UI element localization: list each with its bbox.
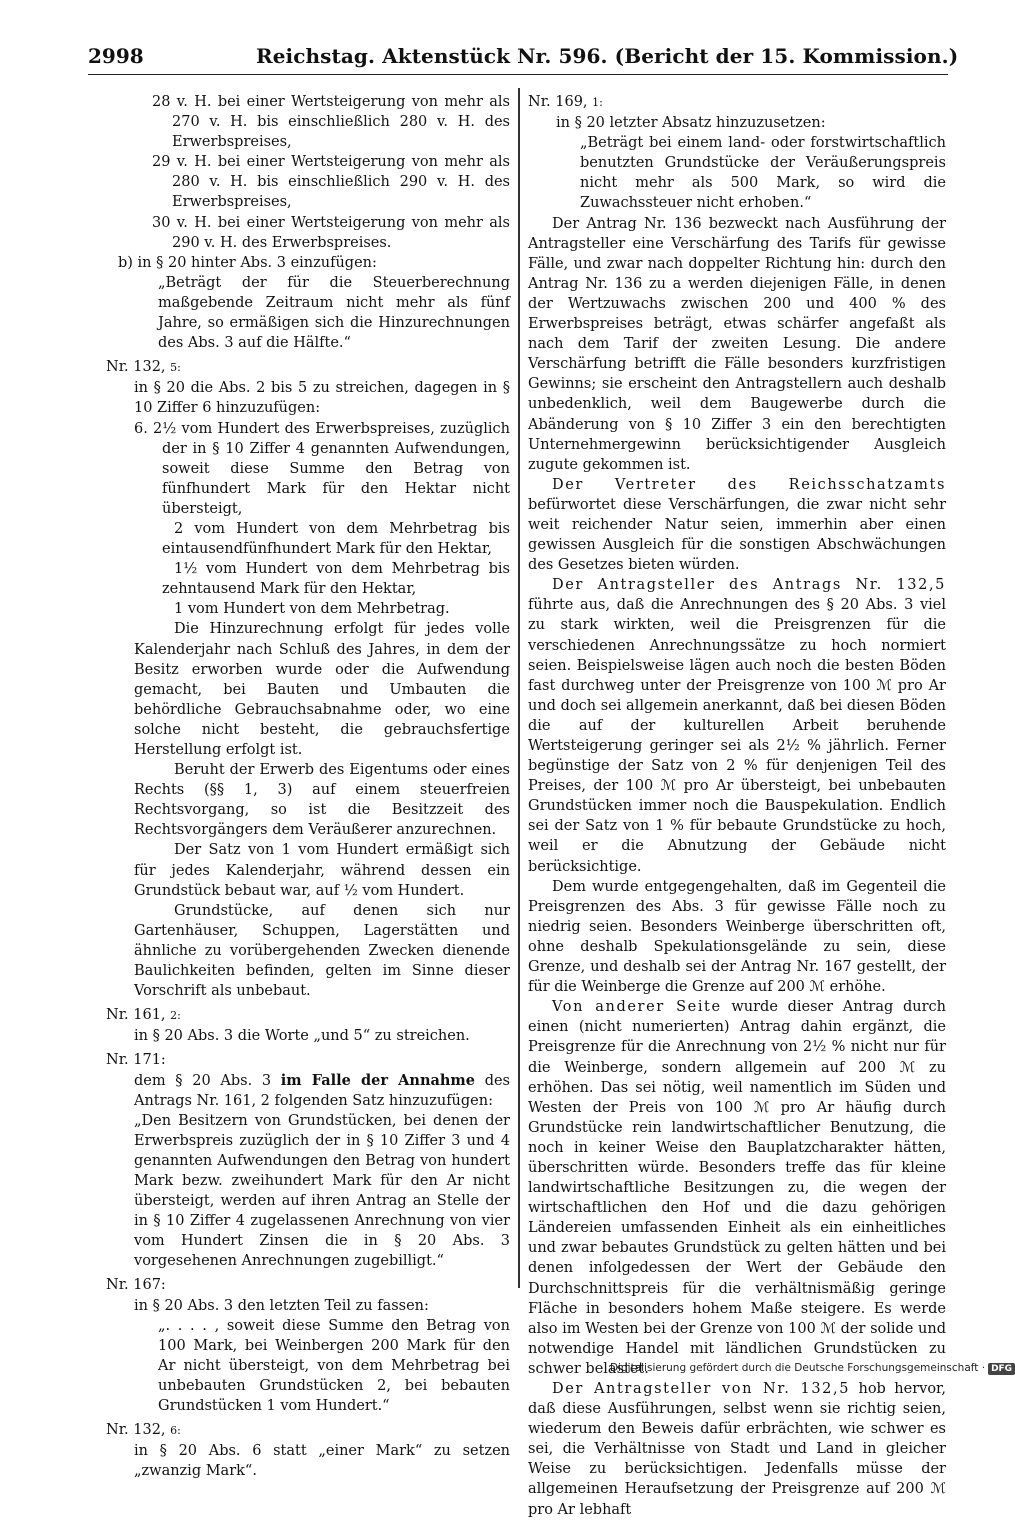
speaker-name: Der Vertreter des Reichsschatzamts <box>552 476 946 493</box>
motion-label: Nr. 161, <box>106 1007 166 1024</box>
paragraph-hinzurechnung: Die Hinzurechnung erfolgt für jedes volle Kalenderjahr nach Schluß des Jahres, in dem der Besitz erworben wurde oder die Aufwendung gemacht, bei Bauten und Umbauten die behördliche Gebrauchsabnahme oder, wo eine solche nicht besteht, die gebrauchsfertige Herstellung erfolgt ist. <box>134 621 510 758</box>
motion-sub-number: 2: <box>170 1009 181 1023</box>
motion-heading-171: Nr. 171: <box>106 1052 166 1069</box>
motion-text-part: des Antrags Nr. 161, 2 folgenden Satz hinzuzufügen: <box>134 1072 510 1109</box>
paragraph-satz: Der Satz von 1 vom Hundert ermäßigt sich für jedes Kalenderjahr, während dessen ein Grundstück bebaut war, auf ½ vom Hundert. <box>134 842 510 899</box>
dfg-logo: DFG <box>988 1363 1015 1375</box>
paragraph-text: führte aus, daß die Anrechnungen des § 20 Abs. 3 viel zu stark wirkten, weil die Preisgrenzen für die verschiedenen Anrechnungssätze zu hoch normiert seien. Beispielsweise lägen auch noch die besten Böden fast durchweg unter der Preisgrenze von 100 ℳ pro Ar und doch sei allgemein anerkannt, daß bei diesen Böden die auf der kulturellen Arbeit beruhende Wertsteigerung geringer sei als 2½ % jährlich. Ferner begünstige der Satz von 2 % für denjenigen Teil des Preises, der 100 ℳ pro Ar übersteigt, bei unbebauten Grundstücken immer noch die Bauspekulation. Endlich sei der Satz von 1 % für bebaute Grundstücke zu hoch, weil er die Abnutzung der Gebäude nicht berücksichtige. <box>528 597 946 875</box>
motion-quote-169-1: „Beträgt bei einem land- oder forstwirtschaftlich benutzten Grundstücke der Veräußerungspreis nicht mehr als 500 Mark, so wird die Zuwachssteuer nicht erhoben.“ <box>580 135 946 212</box>
motion-label: Nr. 132, <box>106 359 166 376</box>
digitization-credit <box>610 1362 1015 1375</box>
right-column <box>528 92 946 1520</box>
motion-heading-132-5 <box>106 357 510 378</box>
motion-heading-167: Nr. 167: <box>106 1277 166 1294</box>
report-paragraph-6 <box>528 1379 946 1520</box>
paragraph-text: befürwortet diese Verschärfungen, die zwar nicht sehr weit reichender Natur seien, immerhin aber einen gewissen Ausgleich für die sonstigen Abschwächungen des Gesetzes bieten würden. <box>528 496 946 574</box>
page-header <box>88 40 959 75</box>
tariff-item-29: 29 v. H. bei einer Wertsteigerung von mehr als 280 v. H. bis einschließlich 290 v. H. des Erwerbspreises, <box>152 154 510 211</box>
clause-6: 6. 2½ vom Hundert des Erwerbspreises, zuzüglich der in § 10 Ziffer 4 genannten Aufwendungen, soweit diese Summe den Betrag von fünfhundert Mark für den Hektar nicht übersteigt, <box>134 420 510 517</box>
motion-sub-number: 5: <box>170 361 181 375</box>
motion-text-part: dem § 20 Abs. 3 <box>134 1072 272 1089</box>
running-title: Reichstag. Aktenstück Nr. 596. (Bericht der 15. Kommission.) <box>256 44 959 68</box>
motion-heading-169-1 <box>528 92 946 113</box>
motion-text-132-6: in § 20 Abs. 6 statt „einer Mark“ zu setzen „zwanzig Mark“. <box>134 1443 510 1480</box>
clause-6-tier-3: 1½ vom Hundert von dem Mehrbetrag bis zehntausend Mark für den Hektar, <box>162 561 510 598</box>
motion-label: Nr. 169, <box>528 94 588 110</box>
speaker-name: Von anderer Seite <box>552 999 722 1016</box>
tariff-item-28: 28 v. H. bei einer Wertsteigerung von mehr als 270 v. H. bis einschließlich 280 v. H. des Erwerbspreises, <box>152 94 510 151</box>
motion-quote-167: „. . . . , soweit diese Summe den Betrag von 100 Mark, bei Weinbergen 200 Mark für den Ar nicht übersteigt, von dem Mehrbetrag bei unbebauten Grundstücken 2, bei bebauten Grundstücken 1 vom Hundert.“ <box>158 1317 510 1414</box>
page-number: 2998 <box>88 44 144 68</box>
motion-text-132-5: in § 20 die Abs. 2 bis 5 zu streichen, dagegen in § 10 Ziffer 6 hinzuzufügen: <box>134 380 510 417</box>
clause-6-tier-2: 2 vom Hundert von dem Mehrbetrag bis eintausendfünfhundert Mark für den Hektar, <box>162 520 510 558</box>
tariff-item-30: 30 v. H. bei einer Wertsteigerung von mehr als 290 v. H. des Erwerbspreises. <box>152 214 510 251</box>
paragraph-text: wurde dieser Antrag durch einen (nicht numerierten) Antrag dahin ergänzt, die Preisgrenze für die Anrechnung von 2½ % nicht nur für die Weinberge, sondern allgemein auf 200 ℳ zu erhöhen. Das sei nötig, weil namentlich im Süden und Westen der Preis von 100 ℳ pro Ar häufig durch Grundstücke rein landwirtschaftlicher Benutzung, die noch in keiner Weise den Bauplatzcharakter hätten, überschritten würde. Besonders treffe das für kleine landwirtschaftliche Besitzungen zu, die wegen der wirtschaftlichen den Hof und die dazu gehörigen Ländereien umfassenden Einheit als ein einheitliches und zwar bebautes Grundstück zu gelten hätten und bei denen infolgedessen der Wert der Gebäude den Durchschnittspreis für die verhältnismäßig geringe Fläche in besonders hohem Maße steigere. Es werde also im Westen bei der Grenze von 100 ℳ der solide und notwendige Handel mit ländlichen Grundstücken zu schwer belastet. <box>528 999 946 1377</box>
motion-heading-132-6 <box>106 1420 510 1441</box>
report-paragraph-3 <box>528 575 946 876</box>
motion-text-161-2: in § 20 Abs. 3 die Worte „und 5“ zu streichen. <box>134 1028 470 1045</box>
paragraph-grundstuecke: Grundstücke, auf denen sich nur Gartenhäuser, Schuppen, Lagerstätten und ähnliche zu vorübergehenden Zwecken dienende Baulichkeiten befinden, gelten im Sinne dieser Vorschrift als unbebaut. <box>134 902 510 1000</box>
motion-text-171 <box>106 1071 510 1111</box>
paragraph-text: hob hervor, daß diese Ausführungen, selbst wenn sie richtig seien, wiederum den Beweis dafür erbrächten, wie schwer es sei, die Verhältnisse von Stadt und Land in gleicher Weise zu berücksichtigen. Jedenfalls müsse der allgemeinen Heraufsetzung der Preisgrenze auf 200 ℳ pro Ar lebhaft <box>528 1381 946 1518</box>
clause-6-tier-4: 1 vom Hundert von dem Mehrbetrag. <box>174 601 450 618</box>
column-divider <box>518 88 520 1288</box>
left-column <box>106 92 510 1481</box>
amendment-b-quote: „Beträgt der für die Steuerberechnung maßgebende Zeitraum nicht mehr als fünf Jahre, so ermäßigen sich die Hinzurechnungen des Abs. 3 auf die Hälfte.“ <box>158 274 510 352</box>
amendment-b-intro: b) in § 20 hinter Abs. 3 einzufügen: <box>118 254 377 271</box>
report-paragraph-4: Dem wurde entgegengehalten, daß im Gegenteil die Preisgrenzen des Abs. 3 für gewisse Fälle noch zu niedrig seien. Besonders Weinberge überschritten oft, ohne deshalb Spekulationsgelände zu sein, diese Grenze, und deshalb sei der Antrag Nr. 167 gestellt, der für die Weinberge die Grenze auf 200 ℳ erhöhe. <box>528 878 946 996</box>
report-paragraph-5 <box>528 997 946 1379</box>
report-paragraph-2 <box>528 475 946 575</box>
speaker-name: Der Antragsteller von Nr. 132,5 <box>552 1381 851 1397</box>
report-paragraph-1: Der Antrag Nr. 136 bezweckt nach Ausführung der Antragsteller eine Verschärfung des Tarifs für gewisse Fälle, und zwar nach doppelter Richtung hin: durch den Antrag Nr. 136 zu a werden diejenigen Fälle, in denen der Wertzuwachs zwischen 200 und 400 % des Erwerbspreises beträgt, etwas schärfer angefaßt als nach dem Tarif der zweiten Lesung. Die andere Verschärfung betrifft die Fälle besonders kurzfristigen Gewinns; sie erscheint den Antragstellern auch deshalb unbedenklich, weil dem Baugewerbe durch die Abänderung von § 10 Ziffer 3 ein den berechtigten Unternehmergewinn berücksichtigender Ausgleich zugute gekommen ist. <box>528 215 946 473</box>
motion-quote-171: „Den Besitzern von Grundstücken, bei denen der Erwerbspreis zuzüglich der in § 10 Ziffer 3 und 4 genannten Aufwendungen den Betrag von hundert Mark bezw. zweihundert Mark für den Ar nicht übersteigt, werden auf ihren Antrag an Stelle der in § 10 Ziffer 4 zugelassenen Anrechnung von vier vom Hundert Zinsen die in § 20 Abs. 3 vorgesehenen Anrechnungen zugebilligt.“ <box>134 1112 510 1270</box>
emphasis-text: im Falle der Annahme <box>280 1071 475 1089</box>
motion-sub-number: 6: <box>170 1424 181 1438</box>
motion-text-169-1: in § 20 letzter Absatz hinzuzusetzen: <box>556 115 826 132</box>
motion-heading-161-2 <box>106 1005 510 1026</box>
motion-sub-number: 1: <box>592 96 603 109</box>
credit-text: Digitalisierung gefördert durch die Deutsche Forschungsgemeinschaft · <box>610 1362 986 1374</box>
paragraph-beruht: Beruht der Erwerb des Eigentums oder eines Rechts (§§ 1, 3) auf einem steuerfreien Rechtsvorgang, so ist die Besitzzeit des Rechtsvorgängers dem Veräußerer anzurechnen. <box>134 762 510 839</box>
motion-label: Nr. 132, <box>106 1422 166 1439</box>
motion-text-167: in § 20 Abs. 3 den letzten Teil zu fassen: <box>134 1297 429 1314</box>
speaker-name: Der Antragsteller des Antrags Nr. 132,5 <box>552 577 946 594</box>
